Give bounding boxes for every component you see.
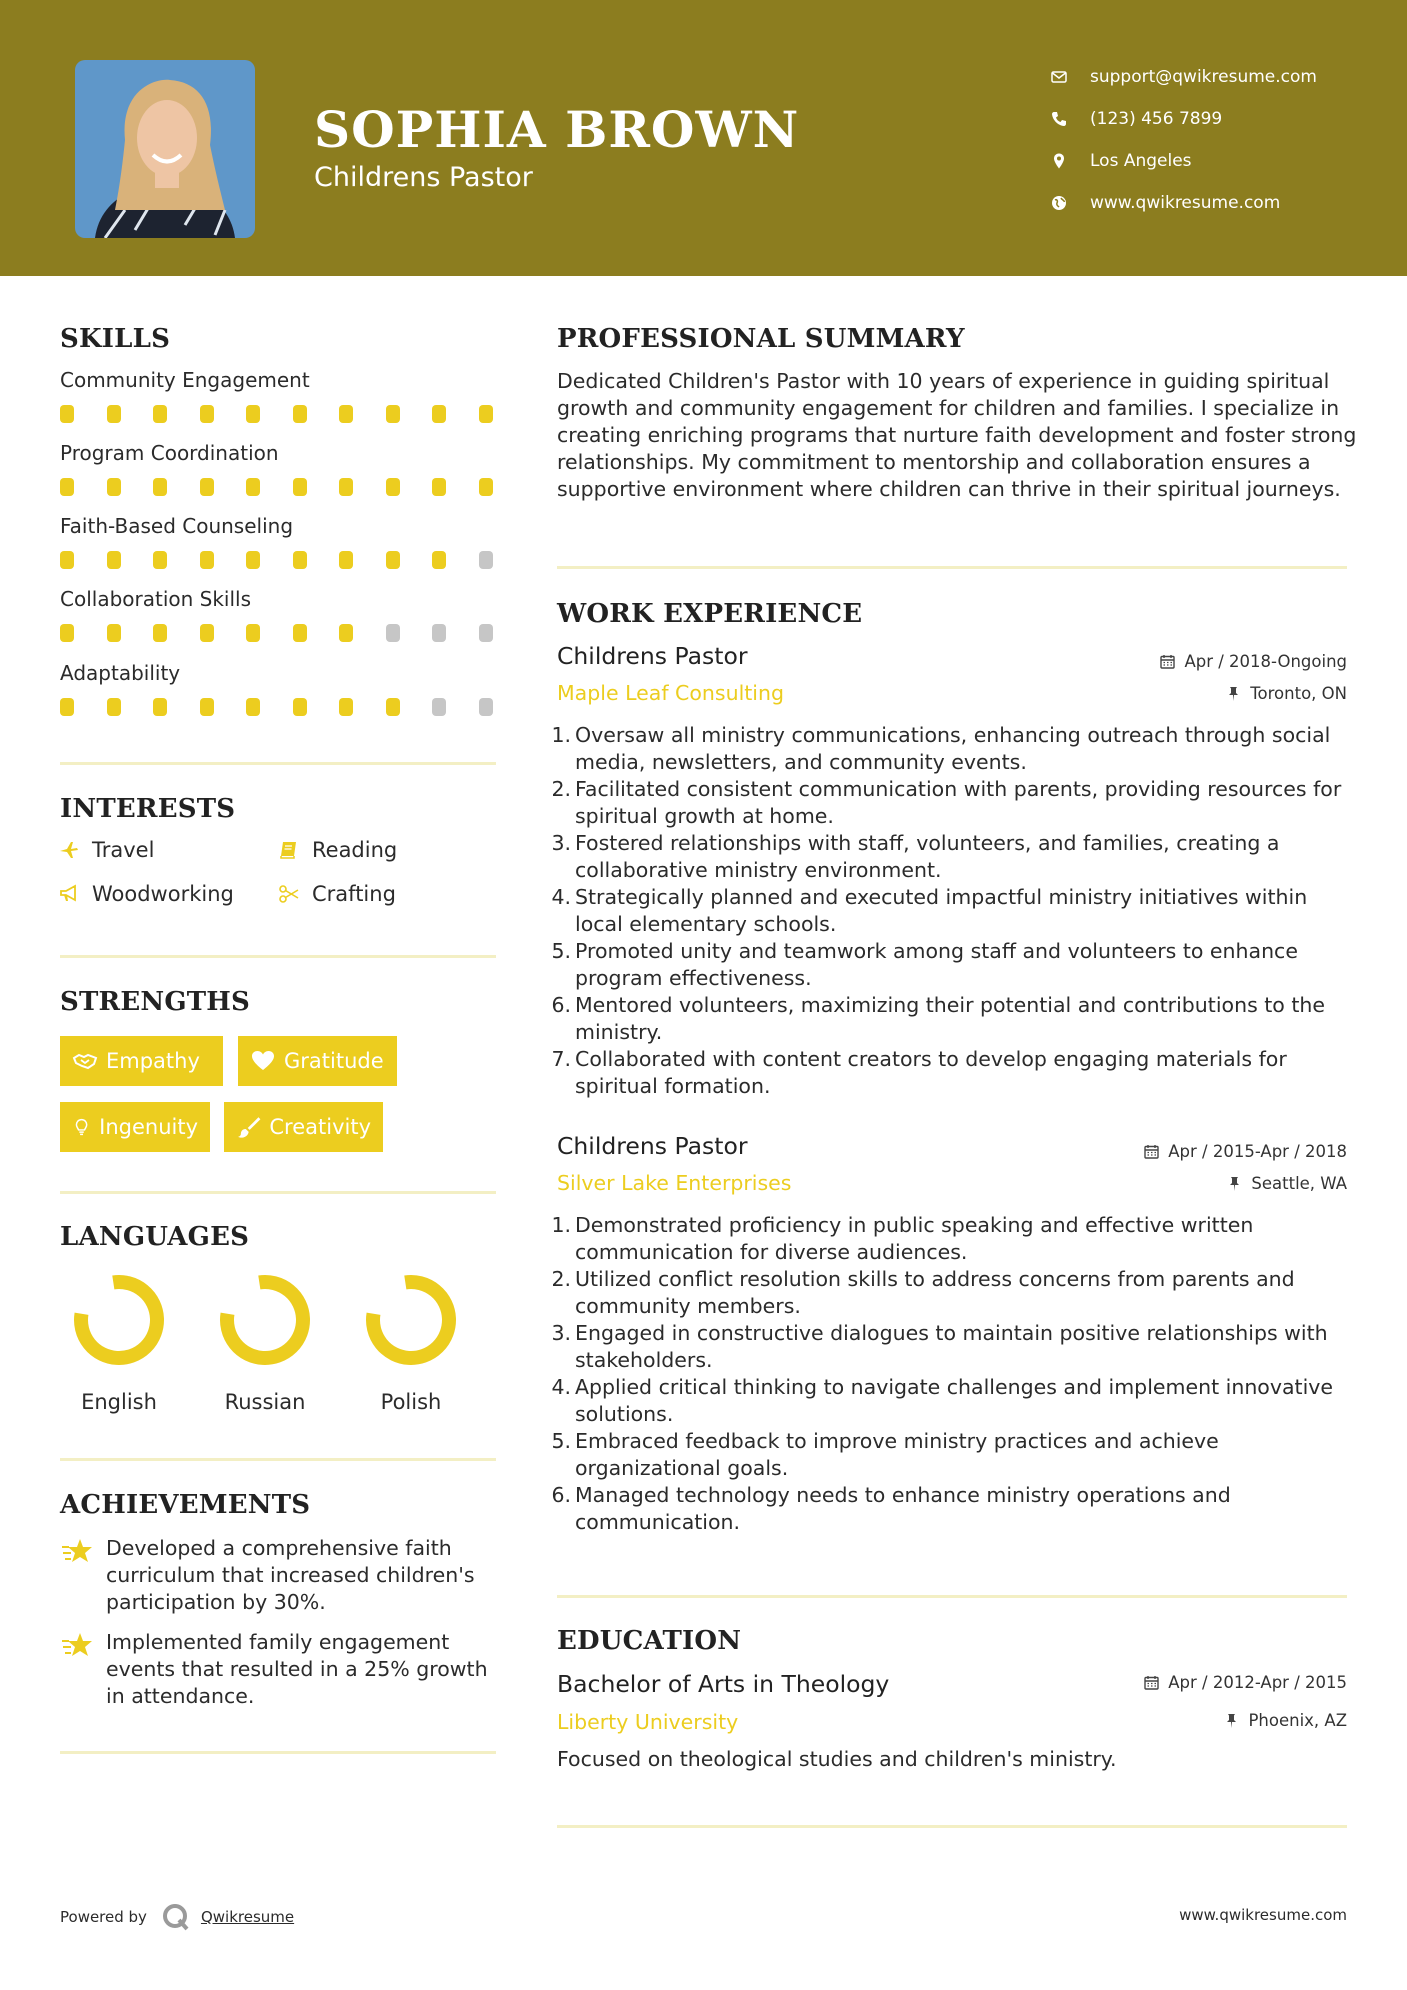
- education-degree: Bachelor of Arts in Theology: [557, 1670, 890, 1698]
- interest-label: Crafting: [312, 882, 396, 906]
- education-school: Liberty University: [557, 1710, 739, 1734]
- skill-rating: [60, 551, 525, 569]
- job-dates: [1144, 1142, 1347, 1161]
- brand-link[interactable]: Qwikresume: [200, 1908, 295, 1926]
- interests-heading: INTERESTS: [60, 794, 236, 824]
- job-title: Childrens Pastor: [557, 642, 748, 670]
- job-location: [1226, 684, 1347, 703]
- job-dates-text: Apr / 2015-Apr / 2018: [1168, 1142, 1347, 1161]
- skill-dot-filled: [293, 551, 307, 569]
- responsibility-text: Strategically planned and executed impactful ministry initiatives within local elementary schools.: [575, 885, 1308, 936]
- calendar-icon: [1144, 1144, 1159, 1159]
- skill-dot-filled: [200, 551, 214, 569]
- job-company: Maple Leaf Consulting: [557, 681, 785, 705]
- responsibility-item: [551, 776, 1357, 830]
- skill-dot-filled: [339, 405, 353, 423]
- responsibility-item: [551, 992, 1357, 1046]
- language-item: [356, 1270, 466, 1414]
- achievement-text: Implemented family engagement events that resulted in a 25% growth in attendance.: [106, 1630, 488, 1708]
- pin-icon: [1224, 1713, 1239, 1728]
- contact-list: [1050, 56, 1317, 224]
- calendar-icon: [1144, 1675, 1159, 1690]
- responsibility-text: Mentored volunteers, maximizing their potential and contributions to the ministry.: [575, 993, 1326, 1044]
- language-gauge: [361, 1270, 461, 1370]
- interest-label: Reading: [312, 838, 398, 862]
- skill-dot-filled: [432, 405, 446, 423]
- language-gauge-arc: [227, 1282, 303, 1358]
- interest-item: [58, 882, 234, 906]
- responsibility-item: [551, 1266, 1357, 1320]
- responsibility-item: [551, 1320, 1357, 1374]
- responsibility-item: [551, 1212, 1357, 1266]
- responsibility-number: 4.: [551, 885, 571, 909]
- powered-by: [60, 1902, 294, 1932]
- strength-label: Ingenuity: [99, 1115, 198, 1139]
- work-heading: WORK EXPERIENCE: [557, 599, 863, 629]
- skill-dot-filled: [107, 698, 121, 716]
- skill-dot-filled: [246, 551, 260, 569]
- interest-item: [278, 882, 396, 906]
- skill-dot-filled: [153, 478, 167, 496]
- skill-dot-filled: [432, 551, 446, 569]
- strength-tag: [60, 1036, 223, 1086]
- skill-dot-filled: [293, 698, 307, 716]
- responsibility-text: Facilitated consistent communication with parents, providing resources for spiritual growth at home.: [575, 777, 1342, 828]
- candidate-role: Childrens Pastor: [314, 162, 533, 193]
- summary-text: Dedicated Children's Pastor with 10 years of experience in guiding spiritual growth and community engagement for children and families. I specialize in creating enriching programs that nurture faith development and foster strong relationships. My commitment to mentorship and collaboration ensures a supportive environment where children can thrive in their spiritual journeys.: [557, 369, 1357, 501]
- skill-dot-filled: [339, 478, 353, 496]
- section-divider: [60, 1458, 496, 1461]
- heart-icon: [250, 1048, 276, 1074]
- skill-dot-filled: [479, 405, 493, 423]
- scissors-icon: [278, 883, 300, 905]
- responsibility-text: Managed technology needs to enhance ministry operations and communication.: [575, 1483, 1231, 1534]
- book-icon: [278, 839, 300, 861]
- skill-name: Community Engagement: [60, 368, 310, 392]
- skill-dot-empty: [432, 698, 446, 716]
- map-pin-icon: [1050, 152, 1068, 170]
- skill-dot-filled: [153, 405, 167, 423]
- footer-url[interactable]: www.qwikresume.com: [1179, 1906, 1347, 1924]
- section-divider: [60, 762, 496, 765]
- responsibility-text: Demonstrated proficiency in public speaking and effective written communication for diverse audiences.: [575, 1213, 1254, 1264]
- responsibility-item: [551, 830, 1357, 884]
- skill-dot-filled: [386, 551, 400, 569]
- responsibility-item: [551, 938, 1357, 992]
- qwikresume-logo-icon: [161, 1902, 191, 1932]
- skill-dot-filled: [200, 698, 214, 716]
- skill-dot-filled: [339, 698, 353, 716]
- responsibility-number: 6.: [551, 1483, 571, 1507]
- language-label: English: [81, 1390, 157, 1414]
- responsibility-item: [551, 1428, 1357, 1482]
- responsibility-item: [551, 884, 1357, 938]
- responsibility-number: 7.: [551, 1047, 571, 1071]
- contact-email[interactable]: [1050, 56, 1317, 98]
- phone-icon: [1050, 110, 1068, 128]
- skill-rating: [60, 624, 525, 642]
- job-dates-text: Apr / 2018-Ongoing: [1184, 652, 1347, 671]
- strength-tag: [224, 1102, 383, 1152]
- contact-location: [1050, 140, 1317, 182]
- responsibility-text: Promoted unity and teamwork among staff and volunteers to enhance program effectiveness.: [575, 939, 1298, 990]
- achievement-text: Developed a comprehensive faith curriculum that increased children's participation by 30%.: [106, 1536, 475, 1614]
- language-gauge-arc: [373, 1282, 449, 1358]
- skill-dot-filled: [200, 405, 214, 423]
- contact-phone[interactable]: [1050, 98, 1317, 140]
- job-location-text: Toronto, ON: [1250, 684, 1347, 703]
- skill-rating: [60, 478, 525, 496]
- handshake-icon: [72, 1048, 98, 1074]
- job-company: Silver Lake Enterprises: [557, 1171, 792, 1195]
- section-divider: [557, 1825, 1347, 1828]
- language-label: Russian: [224, 1390, 306, 1414]
- strength-label: Empathy: [106, 1049, 200, 1073]
- responsibility-item: [551, 1374, 1357, 1428]
- job-dates: [1160, 652, 1347, 671]
- strength-tag: [238, 1036, 397, 1086]
- responsibility-number: 5.: [551, 939, 571, 963]
- responsibility-number: 5.: [551, 1429, 571, 1453]
- skill-name: Faith-Based Counseling: [60, 514, 294, 538]
- job-title: Childrens Pastor: [557, 1132, 748, 1160]
- education-dates: [1144, 1673, 1347, 1692]
- job-responsibilities: [551, 1212, 1357, 1536]
- skill-dot-filled: [107, 624, 121, 642]
- job-location: [1227, 1174, 1347, 1193]
- candidate-name: SOPHIA BROWN: [314, 100, 800, 159]
- envelope-icon: [1050, 68, 1068, 86]
- plane-icon: [58, 839, 80, 861]
- calendar-icon: [1160, 654, 1175, 669]
- responsibility-number: 1.: [551, 723, 571, 747]
- responsibility-text: Oversaw all ministry communications, enhancing outreach through social media, newsletters, and community events.: [575, 723, 1331, 774]
- skill-dot-filled: [293, 478, 307, 496]
- contact-website-text: www.qwikresume.com: [1090, 193, 1281, 213]
- summary-heading: PROFESSIONAL SUMMARY: [557, 324, 965, 354]
- pin-icon: [1226, 686, 1241, 701]
- strengths-heading: STRENGTHS: [60, 987, 251, 1017]
- skill-dot-empty: [479, 551, 493, 569]
- skills-heading: SKILLS: [60, 324, 171, 354]
- skill-dot-filled: [200, 624, 214, 642]
- responsibility-text: Embraced feedback to improve ministry practices and achieve organizational goals.: [575, 1429, 1219, 1480]
- star-icon: [60, 1631, 94, 1661]
- skill-dot-filled: [293, 624, 307, 642]
- achievement-item: [60, 1535, 500, 1616]
- skill-dot-filled: [60, 478, 74, 496]
- skill-dot-filled: [60, 551, 74, 569]
- skill-dot-filled: [386, 698, 400, 716]
- star-icon: [60, 1537, 94, 1567]
- responsibility-text: Fostered relationships with staff, volunteers, and families, creating a collaborative ministry environment.: [575, 831, 1280, 882]
- responsibility-number: 3.: [551, 1321, 571, 1345]
- responsibility-number: 1.: [551, 1213, 571, 1237]
- responsibility-number: 3.: [551, 831, 571, 855]
- contact-website[interactable]: [1050, 182, 1317, 224]
- skill-dot-filled: [246, 624, 260, 642]
- skill-dot-filled: [386, 405, 400, 423]
- responsibility-item: [551, 722, 1357, 776]
- skill-dot-filled: [200, 478, 214, 496]
- education-dates-text: Apr / 2012-Apr / 2015: [1168, 1673, 1347, 1692]
- job-location-text: Seattle, WA: [1251, 1174, 1347, 1193]
- skill-dot-filled: [339, 624, 353, 642]
- skill-name: Adaptability: [60, 661, 181, 685]
- skill-dot-empty: [479, 624, 493, 642]
- responsibility-number: 2.: [551, 1267, 571, 1291]
- interest-item: [58, 838, 154, 862]
- education-location: [1224, 1711, 1347, 1730]
- globe-icon: [1050, 194, 1068, 212]
- section-divider: [557, 566, 1347, 569]
- responsibility-item: [551, 1046, 1357, 1100]
- achievements-heading: ACHIEVEMENTS: [60, 1490, 311, 1520]
- strength-tag: [60, 1102, 210, 1152]
- lightbulb-icon: [72, 1114, 91, 1140]
- skill-dot-empty: [386, 624, 400, 642]
- education-heading: EDUCATION: [557, 1626, 742, 1656]
- megaphone-icon: [58, 883, 80, 905]
- strength-label: Creativity: [269, 1115, 371, 1139]
- strength-label: Gratitude: [284, 1049, 384, 1073]
- achievement-item: [60, 1629, 500, 1710]
- interest-label: Travel: [92, 838, 155, 862]
- responsibility-number: 2.: [551, 777, 571, 801]
- skill-dot-filled: [107, 405, 121, 423]
- contact-email-text: support@qwikresume.com: [1090, 67, 1317, 87]
- interest-item: [278, 838, 397, 862]
- language-item: [64, 1270, 174, 1414]
- language-gauge: [69, 1270, 169, 1370]
- profile-photo: [75, 60, 255, 238]
- responsibility-text: Collaborated with content creators to develop engaging materials for spiritual formation.: [575, 1047, 1287, 1098]
- interest-label: Woodworking: [92, 882, 234, 906]
- skill-rating: [60, 698, 525, 716]
- languages-heading: LANGUAGES: [60, 1222, 250, 1252]
- skill-dot-filled: [153, 551, 167, 569]
- skill-name: Program Coordination: [60, 441, 279, 465]
- language-gauge-arc: [81, 1282, 157, 1358]
- section-divider: [557, 1595, 1347, 1598]
- skill-rating: [60, 405, 525, 423]
- language-label: Polish: [380, 1390, 442, 1414]
- job-responsibilities: [551, 722, 1357, 1100]
- contact-location-text: Los Angeles: [1090, 151, 1192, 171]
- responsibility-number: 4.: [551, 1375, 571, 1399]
- skill-dot-filled: [246, 478, 260, 496]
- skill-dot-filled: [432, 478, 446, 496]
- skill-dot-filled: [386, 478, 400, 496]
- skill-dot-empty: [432, 624, 446, 642]
- skill-dot-filled: [60, 405, 74, 423]
- responsibility-text: Applied critical thinking to navigate challenges and implement innovative solutions.: [575, 1375, 1334, 1426]
- powered-by-label: Powered by: [60, 1908, 147, 1926]
- skill-dot-filled: [339, 551, 353, 569]
- language-gauge: [215, 1270, 315, 1370]
- contact-phone-text: (123) 456 7899: [1090, 109, 1223, 129]
- skill-dot-filled: [153, 624, 167, 642]
- education-description: Focused on theological studies and children's ministry.: [557, 1747, 1117, 1771]
- section-divider: [60, 1751, 496, 1754]
- skill-dot-empty: [479, 698, 493, 716]
- responsibility-text: Engaged in constructive dialogues to maintain positive relationships with stakeholders.: [575, 1321, 1328, 1372]
- skill-dot-filled: [479, 478, 493, 496]
- resume-header: [0, 0, 1407, 276]
- skill-dot-filled: [107, 478, 121, 496]
- skill-name: Collaboration Skills: [60, 587, 252, 611]
- responsibility-text: Utilized conflict resolution skills to address concerns from parents and community members.: [575, 1267, 1295, 1318]
- language-item: [210, 1270, 320, 1414]
- education-location-text: Phoenix, AZ: [1248, 1711, 1347, 1730]
- brush-icon: [236, 1114, 261, 1140]
- section-divider: [60, 1191, 496, 1194]
- skill-dot-filled: [153, 698, 167, 716]
- skill-dot-filled: [246, 405, 260, 423]
- skill-dot-filled: [246, 698, 260, 716]
- section-divider: [60, 955, 496, 958]
- skill-dot-filled: [107, 551, 121, 569]
- responsibility-number: 6.: [551, 993, 571, 1017]
- pin-icon: [1227, 1176, 1242, 1191]
- skill-dot-filled: [60, 698, 74, 716]
- skill-dot-filled: [293, 405, 307, 423]
- skill-dot-filled: [60, 624, 74, 642]
- responsibility-item: [551, 1482, 1357, 1536]
